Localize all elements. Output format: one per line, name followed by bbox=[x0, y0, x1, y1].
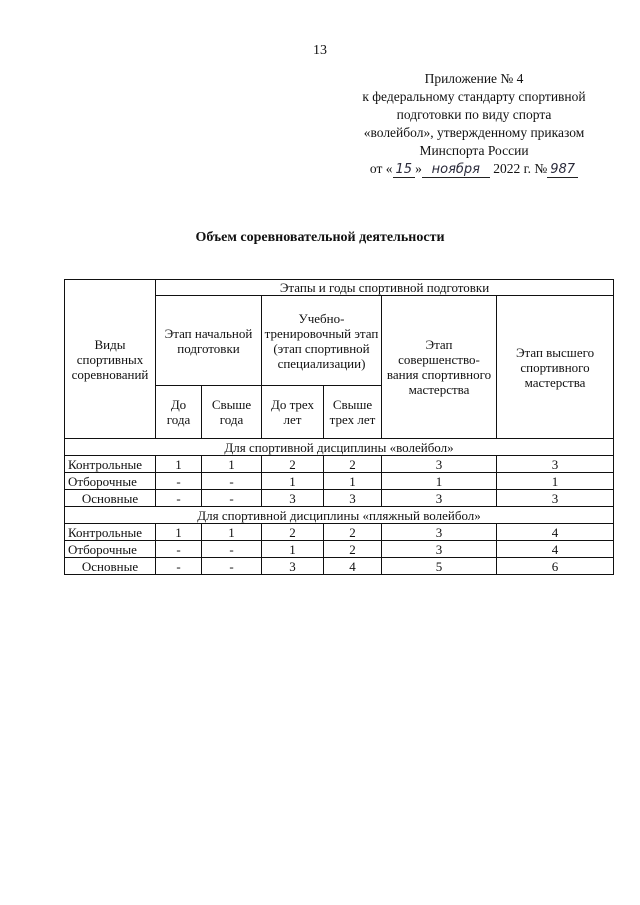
order-date-line bbox=[340, 160, 608, 178]
table-cell: - bbox=[156, 473, 202, 490]
table-cell: 2 bbox=[262, 456, 324, 473]
table-cell: - bbox=[202, 541, 262, 558]
table-cell: 2 bbox=[324, 456, 382, 473]
table-cell: 2 bbox=[324, 541, 382, 558]
row-name: Контрольные bbox=[65, 456, 156, 473]
table-cell: 2 bbox=[324, 524, 382, 541]
header-stages-group: Этапы и годы спортивной подготовки bbox=[156, 280, 614, 296]
appendix-line: «волейбол», утвержденному приказом bbox=[363, 125, 585, 140]
table-cell: 4 bbox=[324, 558, 382, 575]
subheader-cell: Свыше трех лет bbox=[324, 386, 382, 439]
table-row bbox=[65, 473, 614, 490]
table-cell: - bbox=[156, 541, 202, 558]
table-cell: 1 bbox=[382, 473, 497, 490]
table-cell: 3 bbox=[382, 456, 497, 473]
table-cell: 3 bbox=[262, 490, 324, 507]
header-competition-types: Виды спортивных соревнований bbox=[65, 280, 156, 439]
table-cell: 3 bbox=[497, 490, 614, 507]
appendix-line: Приложение № 4 bbox=[424, 71, 524, 86]
date-mid: » bbox=[415, 161, 422, 176]
subheader-cell: До года bbox=[156, 386, 202, 439]
row-name: Отборочные bbox=[65, 541, 156, 558]
table-cell: - bbox=[156, 490, 202, 507]
table-cell: 1 bbox=[202, 524, 262, 541]
appendix-block bbox=[340, 70, 608, 178]
table-cell: 3 bbox=[382, 541, 497, 558]
table-row bbox=[65, 456, 614, 473]
table-row bbox=[65, 558, 614, 575]
document-title: Объем соревновательной деятельности bbox=[195, 230, 445, 245]
table-cell: 1 bbox=[202, 456, 262, 473]
table-cell: 1 bbox=[156, 524, 202, 541]
table-cell: 1 bbox=[497, 473, 614, 490]
header-stage-highest: Этап высшего спортивного мастерства bbox=[497, 296, 614, 439]
subheader-cell: Свыше года bbox=[202, 386, 262, 439]
table-cell: 3 bbox=[324, 490, 382, 507]
order-number-handwritten: 987 bbox=[547, 163, 578, 178]
table-cell: 6 bbox=[497, 558, 614, 575]
competition-volume-table bbox=[64, 279, 614, 575]
table-cell: - bbox=[202, 490, 262, 507]
month-handwritten: ноября bbox=[422, 163, 490, 178]
table-cell: 4 bbox=[497, 524, 614, 541]
table-cell: 1 bbox=[324, 473, 382, 490]
table-cell: - bbox=[202, 473, 262, 490]
table-cell: 4 bbox=[497, 541, 614, 558]
table-row bbox=[65, 490, 614, 507]
table-cell: 2 bbox=[262, 524, 324, 541]
section-title: Для спортивной дисциплины «пляжный волейбол» bbox=[65, 507, 614, 524]
table-cell: 1 bbox=[156, 456, 202, 473]
subheader-cell: До трех лет bbox=[262, 386, 324, 439]
table-cell: 3 bbox=[262, 558, 324, 575]
table-cell: - bbox=[156, 558, 202, 575]
table-cell: 3 bbox=[497, 456, 614, 473]
table-cell: - bbox=[202, 558, 262, 575]
year-text: 2022 г. № bbox=[493, 161, 548, 176]
row-name: Отборочные bbox=[65, 473, 156, 490]
table-cell: 3 bbox=[382, 490, 497, 507]
table-cell: 1 bbox=[262, 541, 324, 558]
row-name: Контрольные bbox=[65, 524, 156, 541]
table-row bbox=[65, 524, 614, 541]
appendix-line: Минспорта России bbox=[419, 143, 529, 158]
table-cell: 1 bbox=[262, 473, 324, 490]
section-title: Для спортивной дисциплины «волейбол» bbox=[65, 439, 614, 456]
header-stage-training: Учебно-тренировочный этап (этап спортивной специализации) bbox=[262, 296, 382, 386]
date-prefix: от « bbox=[369, 161, 393, 176]
table-cell: 3 bbox=[382, 524, 497, 541]
appendix-line: подготовки по виду спорта bbox=[396, 107, 552, 122]
day-handwritten: 15 bbox=[393, 163, 416, 178]
row-name: Основные bbox=[65, 490, 156, 507]
row-name: Основные bbox=[65, 558, 156, 575]
table-cell: 5 bbox=[382, 558, 497, 575]
table-row bbox=[65, 541, 614, 558]
page-number: 13 bbox=[313, 43, 327, 58]
header-stage-initial: Этап начальной подготовки bbox=[156, 296, 262, 386]
header-stage-improvement: Этап совершенство-вания спортивного мастерства bbox=[382, 296, 497, 439]
appendix-line: к федеральному стандарту спортивной bbox=[362, 89, 586, 104]
